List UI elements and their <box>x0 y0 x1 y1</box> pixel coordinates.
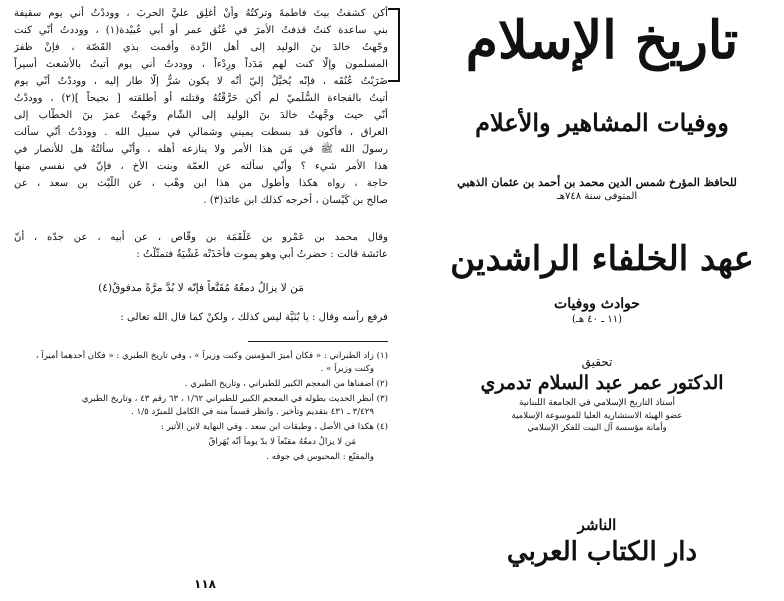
editor-label: تحقيق <box>581 355 613 369</box>
publisher-name: دار الكتاب العربي <box>506 537 698 567</box>
publisher-label: الناشر <box>577 516 617 534</box>
author-line: للحافظ المؤرخ شمس الدين محمد بن أحمد بن عثمان الذهبي <box>457 176 737 189</box>
volume-years: (١١ ـ ٤٠ هـ) <box>572 314 622 325</box>
body-line: حاجة ، رواه هكذا وأطول من هذا ابن وهْب ، عن اللّيْث بن سعد ، عن <box>14 178 388 189</box>
footnote-line: (١) زاد الطبراني : « فكان أميرَ المؤمنين وكنت وزيراً » ، وفي تاريخ الطبري : « فكان أحدهما أميراً ، <box>35 351 388 361</box>
margin-bracket <box>388 8 400 82</box>
editor-name: الدكتور عمر عبد السلام تدمري <box>480 372 724 394</box>
body-line: المسلمون وإلّا كنت لهم مَدَداً ورِدْءاً ، ووددتُ أني يوم أتيتُ بالأشعث أسيراً <box>14 59 388 70</box>
body-line: ضَرَبْتُ عُنُقَه ، فإنّه يُخيَّلُ إليّ أنّه لا يكون شرٌّ إلّا طار إليه ، ووددْتُ أنّي يوم <box>14 76 388 87</box>
death-line: المتوفى سنة ٧٤٨هـ <box>556 191 638 202</box>
footnote-line: (٤) هكذا في الأصل ، وطبقات ابن سعد . وفي النهاية لابن الأثير : <box>160 422 388 432</box>
body-line: بني ساعدة كنتُ قذفتُ الأمرَ في عُنُق عمر أو أبي عُبيْدة(١) ، ووددتُ أنّي كنت <box>14 25 388 36</box>
subtitle: ووفيات المشاهير والأعلام <box>475 108 729 137</box>
body-line: أكن كشفتُ بيتَ فاطمةَ وتركتُهُ وأنْ أُغلِق عليَّ الحربَ ، ووددْتُ أني يوم سقيفة <box>14 8 388 19</box>
paragraph-line: عائشة قالت : حضرتُ أبي وهو يموت فأخَذَتْه غَشْيَةٌ فتمثّلْتُ : <box>136 249 388 260</box>
paragraph-line: فرفع رأسه وقال : يا بُنَيَّة ليس كذلك ، ولكنْ كما قال الله تعالى : <box>120 312 388 323</box>
page-number: ١١٨ <box>194 577 216 591</box>
main-title: تاريخ الإسلام <box>465 10 739 71</box>
body-line: وجّهتُ خالدَ بنَ الوليد إلى أهل الرِّدة وأقمت بذي القَصّة ، فإنْ ظفرَ <box>14 42 388 53</box>
footnote-line: والمقنّع : المحبوس في جوفه . <box>266 452 374 462</box>
footnote-line: (٣) أنظر الحديث بطوله في المعجم الكبير للطبراني ١/٦٢ ، ٦٣ رقم ٤٣ ، وتاريخ الطبري <box>81 394 388 404</box>
volume-subtitle: حوادث ووفيات <box>554 296 640 312</box>
footnote-line: ٣/٤٢٩ ـ ٤٣١ بتقديم وتأخير . وانظر قسماً منه في الكامل للمبرّد ١/٥ . <box>131 407 374 417</box>
editor-desc: وأمانة مؤسسة آل البيت للفكر الإسلامي <box>527 423 667 433</box>
editor-desc: أستاذ التاريخ الإسلامي في الجامعة اللبنانية <box>518 398 676 408</box>
editor-desc: عضو الهيئة الاستشارية العليا للموسوعة الإسلامية <box>511 411 683 421</box>
left-page <box>14 6 396 596</box>
footnote-line: (٢) أضفناها من المعجم الكبير للطبراني ، وتاريخ الطبري . <box>184 379 388 389</box>
body-line: أنّي حيث وجَّهتُ خالدَ بنَ الوليد إلى الشّام وجّهتُ عمرَ بنَ الخطّاب إلى <box>14 110 388 121</box>
title-page <box>402 0 784 601</box>
body-line: أُتيتُ بالفجاءة السُّلَميّ لم أكن حَرَّقْتُهُ وقتلته أو أطلقته [ نجيحاً ](٢) ، ووددْتُ <box>14 93 388 104</box>
body-line: رسولَ الله ﷺ في مَن هذا الأمر ولا ينازعه أهله ، وأنّي سألتُهُ هل للأنصار في <box>14 144 388 155</box>
footnote-separator <box>248 341 388 342</box>
body-line: العراق ، فأكون قد بسطت يميني وشمالي في سبيل الله . ووددْتُ أنّي سألت <box>14 127 388 138</box>
paragraph-line: وقال محمد بن عَمْرو بن عَلْقَمَة بن وقّاص ، عن أبيه ، عن جدّه ، أنّ <box>14 232 388 243</box>
verse-line: مَن لا يزالُ دمعُهُ مُقَنَّعاً فإنّه لا بُدَّ مرَّةً مدفوقُ(٤) <box>98 282 304 294</box>
body-line: هذا الأمر شيء ؟ وأنّي سألته عن العمّة وبنت الأخ ، فإنّ في نفسي منها <box>14 161 388 172</box>
footnote-line: وكنت وزيراً » . <box>320 364 374 374</box>
body-line: صالح بن كَيْسان ، أخرجه كذلك ابن عائذ(٣) . <box>203 195 388 206</box>
volume-title: عهد الخلفاء الراشدين <box>450 239 754 279</box>
footnote-verse: مَن لا يزالُ دمعُهُ مقنّعاً لا بدّ يوماً أنّه يُهَراقُ <box>208 437 356 447</box>
